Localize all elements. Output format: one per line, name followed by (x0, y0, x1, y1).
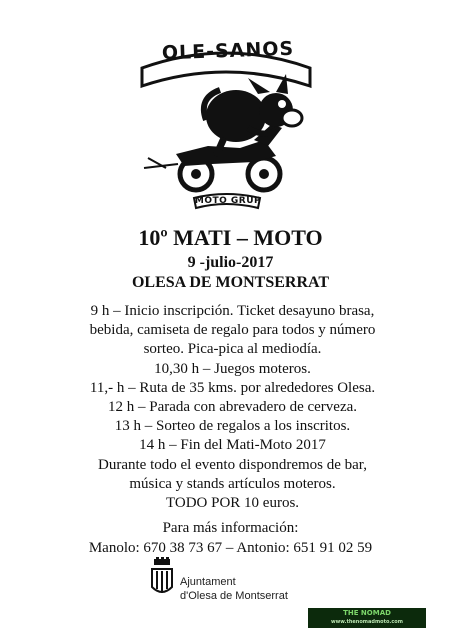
program-line: música y stands artículos moteros. (129, 475, 336, 492)
program-line: 9 h – Inicio inscripción. Ticket desayuno brasa, (90, 303, 375, 319)
program-line: 13 h – Sorteo de regalos a los inscritos. (114, 418, 351, 435)
event-date: 9 -julio-2017 (187, 254, 274, 271)
watermark-sub: www.thenomadmoto.com (331, 619, 403, 625)
municipal-crest-icon (150, 557, 174, 605)
logo-title: OLE-SANOS (161, 37, 295, 65)
contact-heading: Para más información: (162, 520, 299, 536)
program-line: Durante todo el evento dispondremos de bar, (98, 456, 367, 473)
program-line: sorteo. Pica-pica al mediodía. (143, 341, 322, 358)
contact-info (0, 518, 461, 558)
program-text (60, 302, 405, 513)
sponsor-line1: Ajuntament (180, 576, 236, 588)
program-line: 10,30 h – Juegos moteros. (154, 360, 311, 377)
event-place: OLESA DE MONTSERRAT (131, 274, 330, 291)
program-line: 14 h – Fin del Mati-Moto 2017 (139, 437, 326, 454)
program-line: bebida, camiseta de regalo para todos y número (89, 322, 376, 339)
sponsor-name (180, 575, 288, 603)
event-title: 10º MATI – MOTO (138, 225, 323, 250)
contact-phones: Manolo: 670 38 73 67 – Antonio: 651 91 02 59 (88, 540, 373, 556)
program-line: 12 h – Parada con abrevadero de cerveza. (107, 399, 358, 416)
logo-subtitle: MOTO GRUP (194, 196, 262, 206)
program-line: 11,- h – Ruta de 35 kms. por alrededores Olesa. (89, 379, 376, 396)
watermark-text: THE NOMAD (343, 609, 391, 617)
sponsor-line2: d'Olesa de Montserrat (180, 590, 288, 602)
program-line: TODO POR 10 euros. (165, 495, 300, 512)
watermark-badge (308, 608, 426, 628)
